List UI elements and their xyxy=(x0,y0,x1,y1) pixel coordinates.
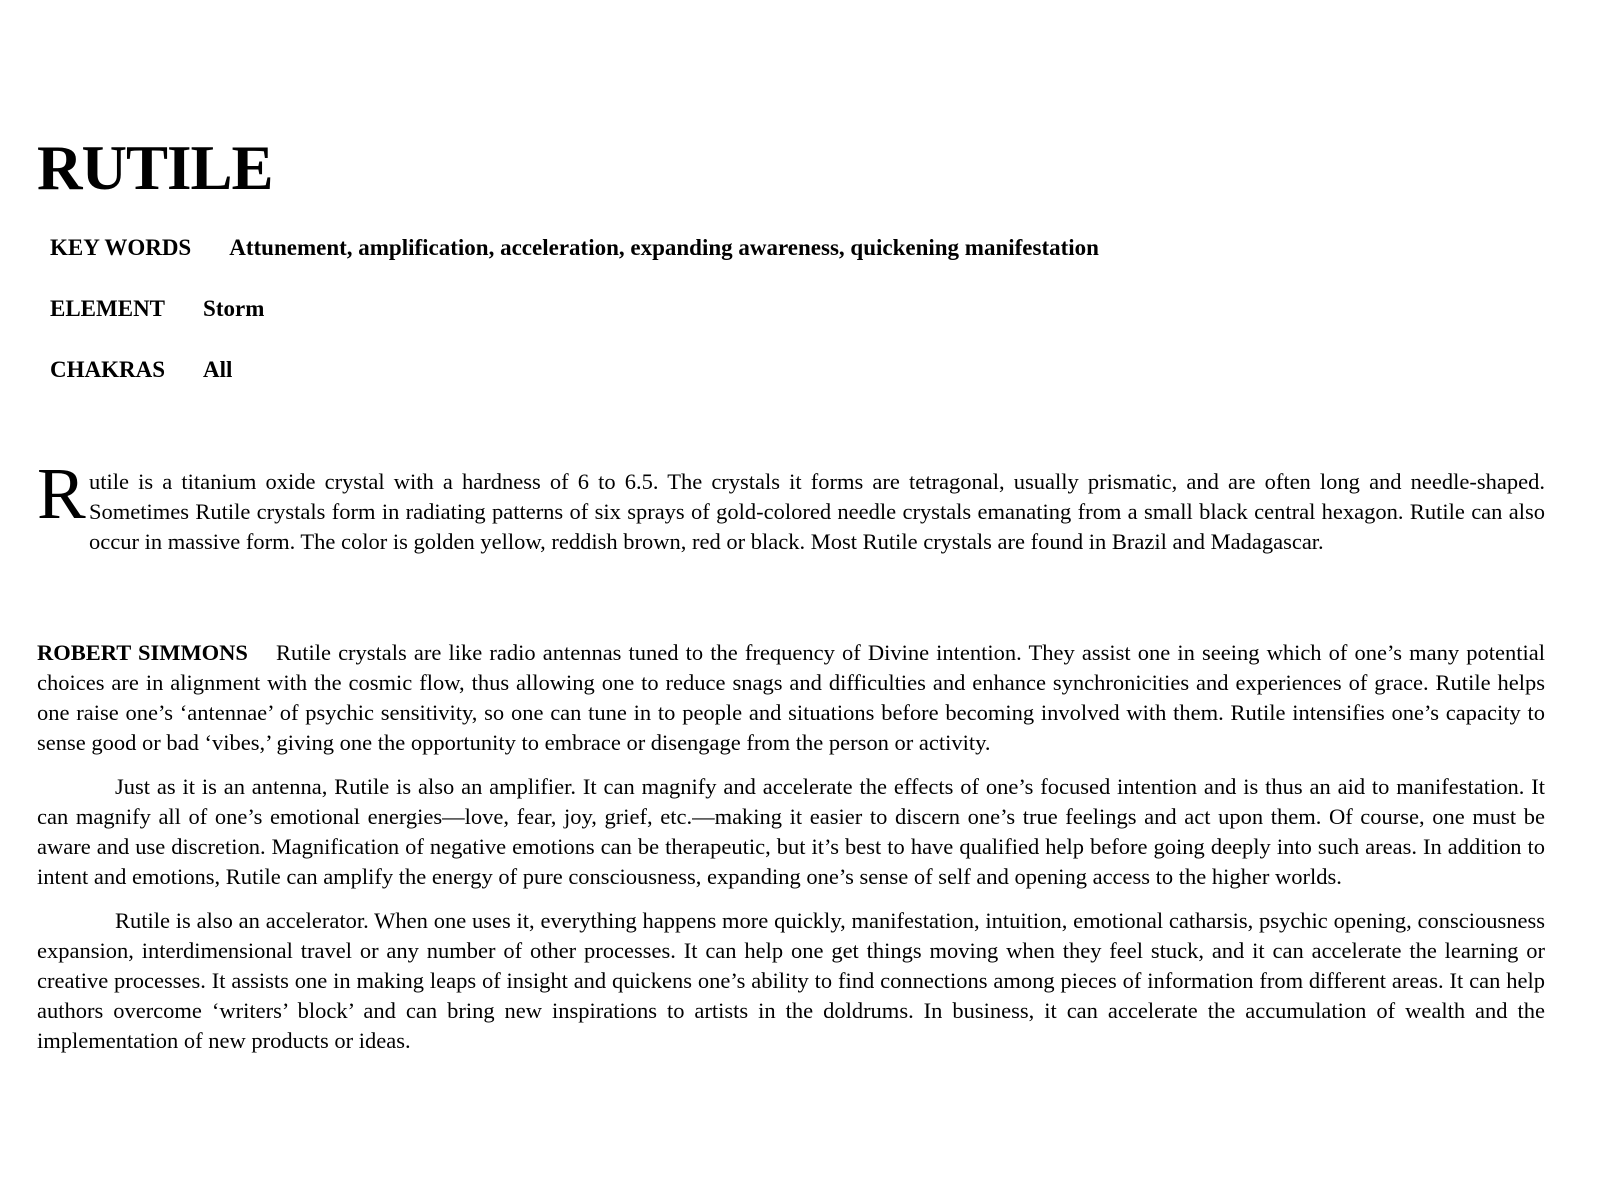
meta-row-element xyxy=(50,294,1545,324)
chakras-label: CHAKRAS xyxy=(50,357,166,382)
author-name: ROBERT SIMMONS xyxy=(37,640,248,665)
key-words-label: KEY WORDS xyxy=(50,235,192,260)
element-label: ELEMENT xyxy=(50,296,166,321)
author-paragraph-1 xyxy=(37,638,1545,758)
meta-section xyxy=(37,233,1545,385)
key-words-value: Attunement, amplification, acceleration, expanding awareness, quickening manifestation xyxy=(229,235,1099,260)
author-section xyxy=(37,638,1545,1056)
author-paragraph-1-text: Rutile crystals are like radio antennas tuned to the frequency of Divine intention. They assist one in seeing which of one’s many potential choices are in alignment with the cosmic flow, thus allowing one to reduce snags and difficulties and enhance synchronicities and experiences of grace. Rutile helps one raise one’s ‘antennae’ of psychic sensitivity, so one can tune in to people and situations before becoming involved with them. Rutile intensifies one’s capacity to sense good or bad ‘vibes,’ giving one the opportunity to embrace or disengage from the person or activity. xyxy=(37,640,1545,755)
mineral-description-paragraph xyxy=(37,453,1545,557)
author-paragraph-3: Rutile is also an accelerator. When one uses it, everything happens more quickly, manifestation, intuition, emotional catharsis, psychic opening, consciousness expansion, interdimensional travel or any number of other processes. It can help one get things moving when they feel stuck, and it can accelerate the learning or creative processes. It assists one in making leaps of insight and quickens one’s ability to find connections among pieces of information from different areas. It can help authors overcome ‘writers’ block’ and can bring new inspirations to artists in the doldrums. In business, it can accelerate the accumulation of wealth and the implementation of new products or ideas. xyxy=(37,908,1545,1053)
meta-row-chakras xyxy=(50,355,1545,385)
chakras-value: All xyxy=(203,357,233,382)
element-value: Storm xyxy=(203,296,265,321)
drop-cap: R xyxy=(37,453,86,534)
meta-row-key-words xyxy=(50,233,1545,263)
page-title: RUTILE xyxy=(37,133,273,203)
mineral-description-text: utile is a titanium oxide crystal with a hardness of 6 to 6.5. The crystals it forms are tetragonal, usually prismatic, and are often long and needle-shaped. Sometimes Rutile crystals form in radiating patterns of six sprays of gold-colored needle crystals emanating from a small black central hexagon. Rutile can also occur in massive form. The color is golden yellow, reddish brown, red or black. Most Rutile crystals are found in Brazil and Madagascar. xyxy=(89,469,1545,554)
author-paragraph-2: Just as it is an antenna, Rutile is also an amplifier. It can magnify and accelerate the effects of one’s focused intention and is thus an aid to manifestation. It can magnify all of one’s emotional energies—love, fear, joy, grief, etc.—making it easier to discern one’s true feelings and act upon them. Of course, one must be aware and use discretion. Magnification of negative emotions can be therapeutic, but it’s best to have qualified help before going deeply into such areas. In addition to intent and emotions, Rutile can amplify the energy of pure consciousness, expanding one’s sense of self and opening access to the higher worlds. xyxy=(37,774,1545,889)
